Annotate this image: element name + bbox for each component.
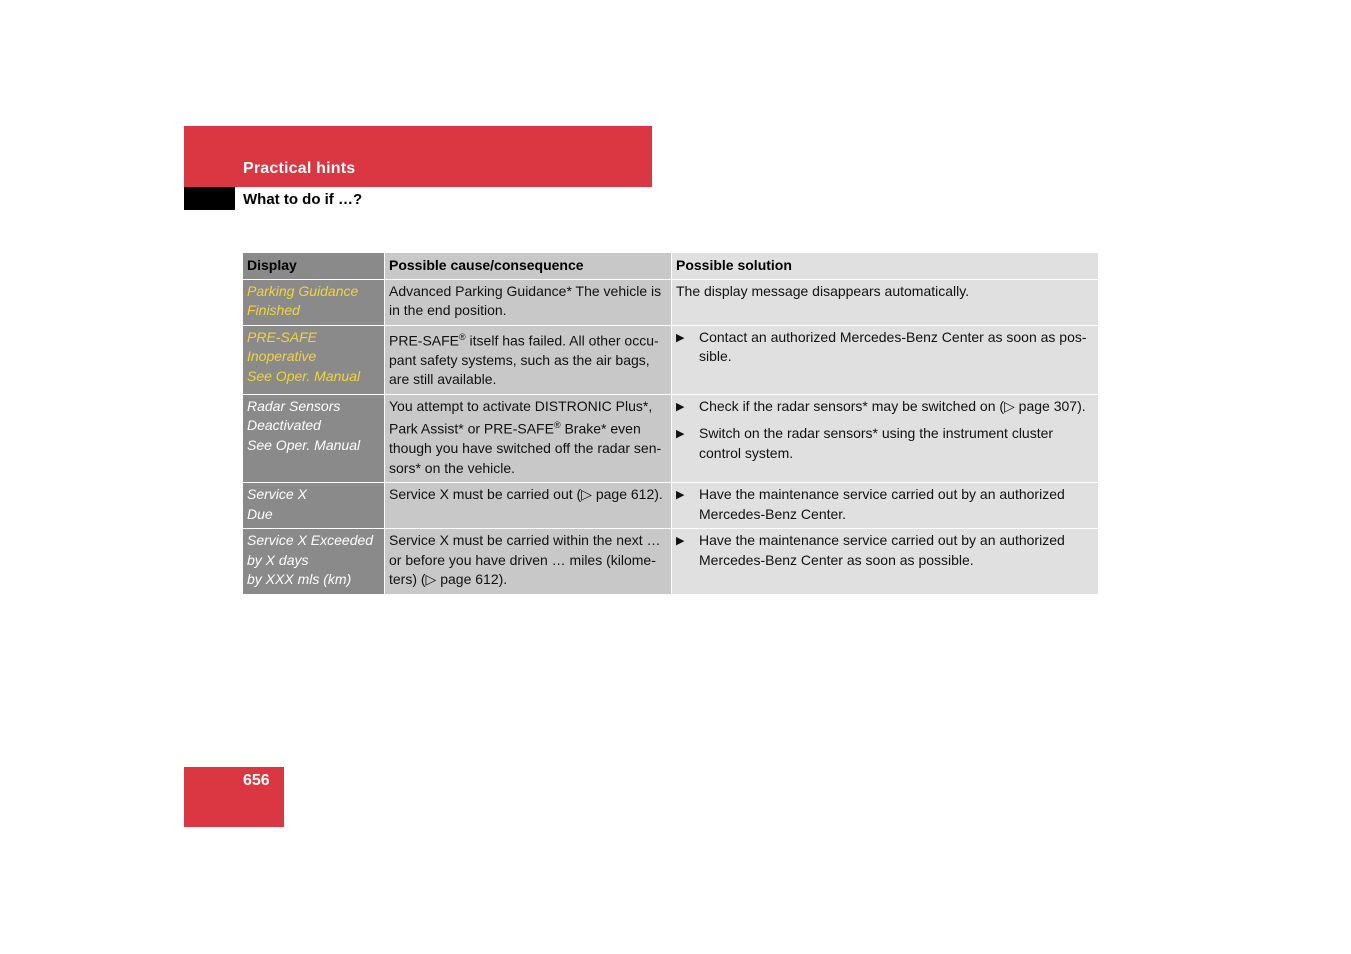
- column-header-solution: Possible solution: [672, 253, 1099, 279]
- bullet-arrow-icon: ▶: [676, 535, 685, 548]
- solution-text: Contact an authorized Mercedes-Benz Center as soon as possible.: [699, 328, 1087, 364]
- solution-text: Have the maintenance service carried out by an authorized Mercedes-Benz Center as soon as possible.: [699, 532, 1065, 568]
- display-message-line: See Oper. Manual: [247, 436, 361, 453]
- page-number: 656: [243, 772, 270, 789]
- solution-cell: [672, 394, 1099, 483]
- display-message-line: by X days: [247, 551, 309, 568]
- solution-cell: [672, 529, 1099, 595]
- bullet-arrow-icon: ▶: [676, 489, 685, 502]
- cause-cell: Advanced Parking Guidance* The vehicle is in the end position.: [385, 279, 672, 325]
- display-message-cell: [243, 394, 385, 483]
- solution-item: [676, 328, 1094, 367]
- display-message-cell: [243, 325, 385, 394]
- solution-cell: The display message disappears automatically.: [672, 279, 1099, 325]
- display-message-line: See Oper. Manual: [247, 367, 361, 384]
- cause-text: Brake* even though you have switched off the radar sensors* on the vehicle.: [389, 420, 662, 476]
- cause-cell: Service X must be carried within the next … or before you have driven … miles (kilometers) (▷ page 612).: [385, 529, 672, 595]
- page-subtitle: What to do if …?: [243, 191, 363, 208]
- table-row: [243, 325, 1098, 394]
- display-message-line: Radar Sensors: [247, 397, 341, 414]
- solution-item: [676, 424, 1094, 463]
- bullet-arrow-icon: ▶: [676, 428, 685, 441]
- display-message-line: Due: [247, 505, 273, 522]
- solution-item: [676, 485, 1094, 524]
- display-message-line: Deactivated: [247, 417, 321, 434]
- table-row: [243, 483, 1098, 529]
- cause-text: itself has failed. All other occupant safety systems, such as the air bags, are still available.: [389, 332, 659, 388]
- cause-cell: [385, 394, 672, 483]
- display-message-line: PRE-SAFE: [247, 328, 318, 345]
- column-header-cause: Possible cause/consequence: [385, 253, 672, 279]
- cause-text: You attempt to activate DISTRONIC Plus*, Park Assist* or PRE-SAFE: [389, 397, 653, 437]
- cause-cell: Service X must be carried out (▷ page 612).: [385, 483, 672, 529]
- solution-text: Have the maintenance service carried out by an authorized Mercedes-Benz Center.: [699, 486, 1065, 522]
- display-message-line: Parking Guidance: [247, 282, 359, 299]
- solution-item: [676, 397, 1094, 418]
- display-message-cell: [243, 529, 385, 595]
- table-row: [243, 529, 1098, 595]
- table-header-row: [243, 253, 1098, 279]
- bullet-arrow-icon: ▶: [676, 400, 685, 413]
- display-message-line: Service X Exceeded: [247, 532, 374, 549]
- table-row: [243, 279, 1098, 325]
- solution-item: [676, 531, 1094, 570]
- bullet-arrow-icon: ▶: [676, 331, 685, 344]
- solution-cell: [672, 325, 1099, 394]
- registered-mark: ®: [459, 331, 466, 342]
- display-messages-table: [243, 253, 1098, 595]
- display-message-line: by XXX mls (km): [247, 571, 352, 588]
- display-message-cell: [243, 279, 385, 325]
- display-message-line: Service X: [247, 486, 307, 503]
- section-title: Practical hints: [243, 160, 356, 177]
- section-marker: [184, 187, 235, 210]
- cause-text: PRE-SAFE: [389, 332, 460, 349]
- solution-text: Switch on the radar sensors* using the instrument cluster control system.: [699, 425, 1054, 461]
- table-row: [243, 394, 1098, 483]
- solution-text: Check if the radar sensors* may be switched on (▷ page 307).: [699, 397, 1086, 414]
- display-message-line: Finished: [247, 302, 300, 318]
- display-message-cell: [243, 483, 385, 529]
- column-header-display: Display: [243, 253, 385, 279]
- cause-cell: [385, 325, 672, 394]
- display-message-line: Inoperative: [247, 348, 317, 364]
- registered-mark: ®: [553, 420, 561, 431]
- solution-cell: [672, 483, 1099, 529]
